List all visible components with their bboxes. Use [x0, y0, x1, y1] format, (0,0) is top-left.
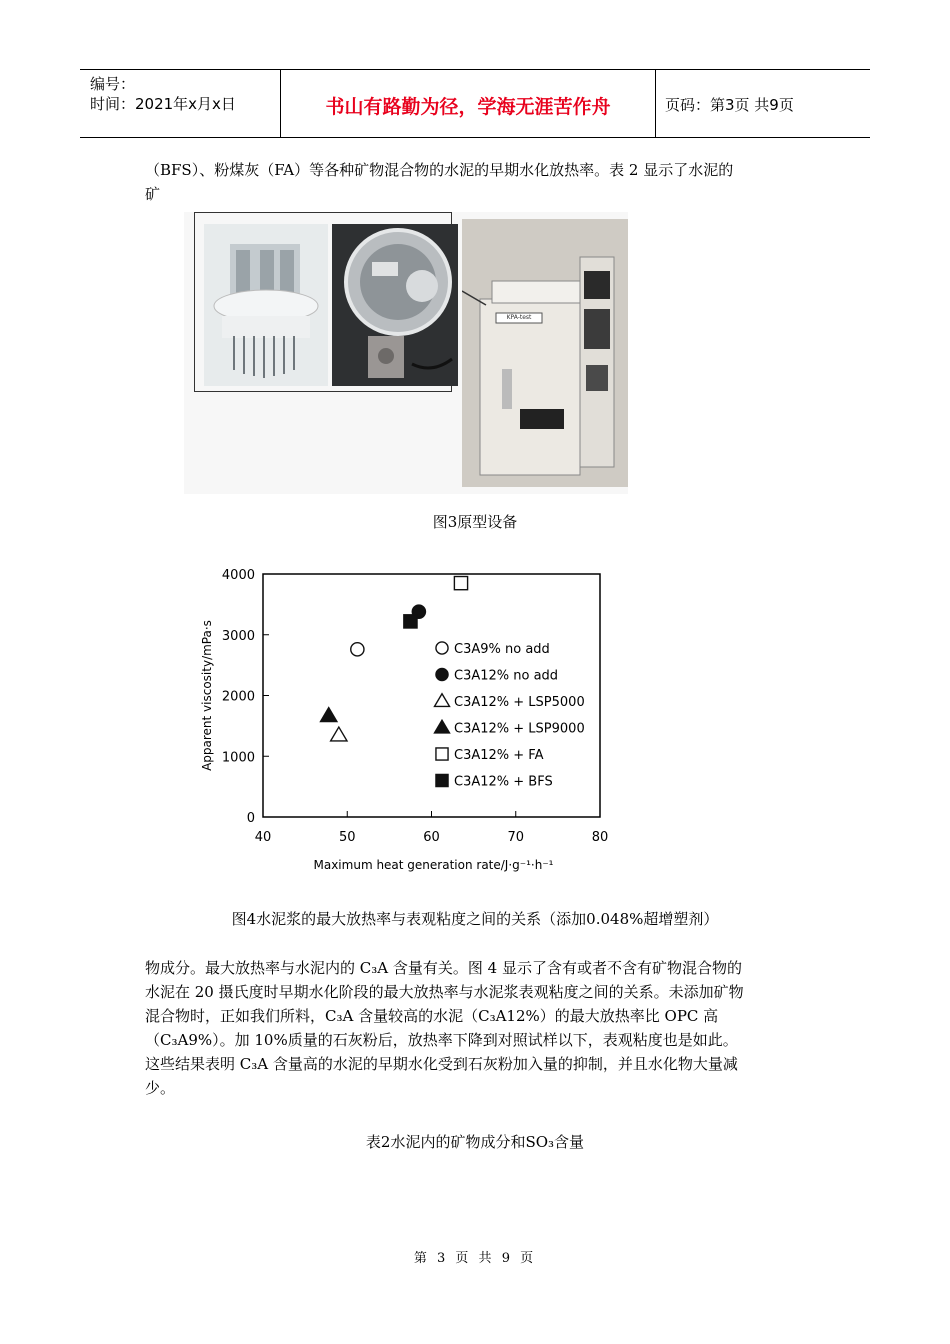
y-tick-label: 4000 — [221, 568, 255, 583]
figure3-caption: 图3原型设备 — [432, 513, 518, 531]
x-tick-label: 50 — [338, 830, 356, 845]
x-tick-label: 80 — [591, 830, 609, 845]
y-tick-label: 3000 — [221, 628, 255, 644]
body-line-4: （C₃A9%）。加 10%质量的石灰粉后，放热率下降到对照试样以下，表观粘度也是如此。 — [145, 1031, 738, 1049]
page-header — [80, 69, 870, 138]
cabinet-label-plate: KPA-test — [506, 314, 532, 321]
photo-sensor-probe — [204, 224, 328, 386]
photo-calorimeter-cabinet — [462, 219, 628, 487]
time-label: 时间：2021年x月x日 — [90, 95, 236, 113]
legend-label: C3A12% + LSP5000 — [454, 695, 585, 710]
intro-line-2: 矿 — [145, 185, 161, 203]
header-center-cell — [280, 70, 656, 137]
intro-line-1: （BFS）、粉煤灰（FA）等各种矿物混合物的水泥的早期水化放热率。表 2 显示了水泥的 — [145, 161, 734, 179]
data-point-square-open — [454, 577, 467, 590]
body-line-1: 物成分。最大放热率与水泥内的 C₃A 含量有关。图 4 显示了含有或者不含有矿物混合物的 — [145, 959, 742, 977]
intro-paragraph — [145, 158, 810, 206]
body-line-5: 这些结果表明 C₃A 含量高的水泥的早期水化受到石灰粉加入量的抑制，并且水化物大量减 — [145, 1055, 738, 1073]
scatter-chart-svg — [195, 556, 615, 886]
y-tick-label: 2000 — [221, 689, 255, 705]
photo-chamber-lid — [332, 224, 458, 386]
header-left-cell — [80, 70, 280, 137]
legend-marker-circle-open — [436, 642, 448, 654]
figure4-caption: 图4水泥浆的最大放热率与表观粘度之间的关系（添加0.048%超增塑剂） — [231, 910, 719, 928]
table2-caption: 表2水泥内的矿物成分和SO₃含量 — [365, 1133, 585, 1151]
x-tick-label: 60 — [423, 830, 440, 845]
x-axis-label: Maximum heat generation rate/J·g⁻¹·h⁻¹ — [313, 858, 554, 872]
figure4-chart — [195, 556, 615, 886]
body-line-3: 混合物时，正如我们所料，C₃A 含量较高的水泥（C₃A12%）的最大放热率比 OPC 高 — [145, 1007, 719, 1025]
data-point-square-filled — [404, 615, 417, 628]
header-motto: 书山有路勤为径，学海无涯苦作舟 — [325, 96, 611, 118]
x-tick-label: 40 — [254, 830, 272, 845]
figure3-photo — [184, 212, 628, 494]
legend-marker-circle-filled — [436, 668, 448, 680]
legend-label: C3A9% no add — [454, 642, 550, 657]
legend-label: C3A12% + FA — [454, 748, 544, 763]
body-paragraph — [145, 956, 810, 1100]
y-axis-label: Apparent viscosity/mPa·s — [200, 620, 214, 771]
legend-marker-square-filled — [436, 774, 448, 786]
page-footer: 第 3 页 共 9 页 — [413, 1251, 537, 1266]
y-tick-label: 0 — [246, 811, 255, 826]
legend-label: C3A12% + LSP9000 — [454, 721, 585, 737]
data-point-circle-open — [351, 643, 364, 656]
body-line-6: 少。 — [145, 1079, 176, 1097]
header-right-cell — [655, 70, 870, 137]
body-line-2: 水泥在 20 摄氏度时早期水化阶段的最大放热率与水泥浆表观粘度之间的关系。未添加矿物 — [145, 983, 744, 1001]
legend-marker-square-open — [436, 748, 448, 760]
number-label: 编号： — [90, 75, 136, 93]
legend-label: C3A12% + BFS — [454, 774, 553, 790]
header-page-label: 页码：第3页 共9页 — [665, 96, 794, 114]
y-tick-label: 1000 — [221, 750, 255, 766]
x-tick-label: 70 — [507, 830, 525, 845]
legend-label: C3A12% no add — [454, 668, 559, 684]
